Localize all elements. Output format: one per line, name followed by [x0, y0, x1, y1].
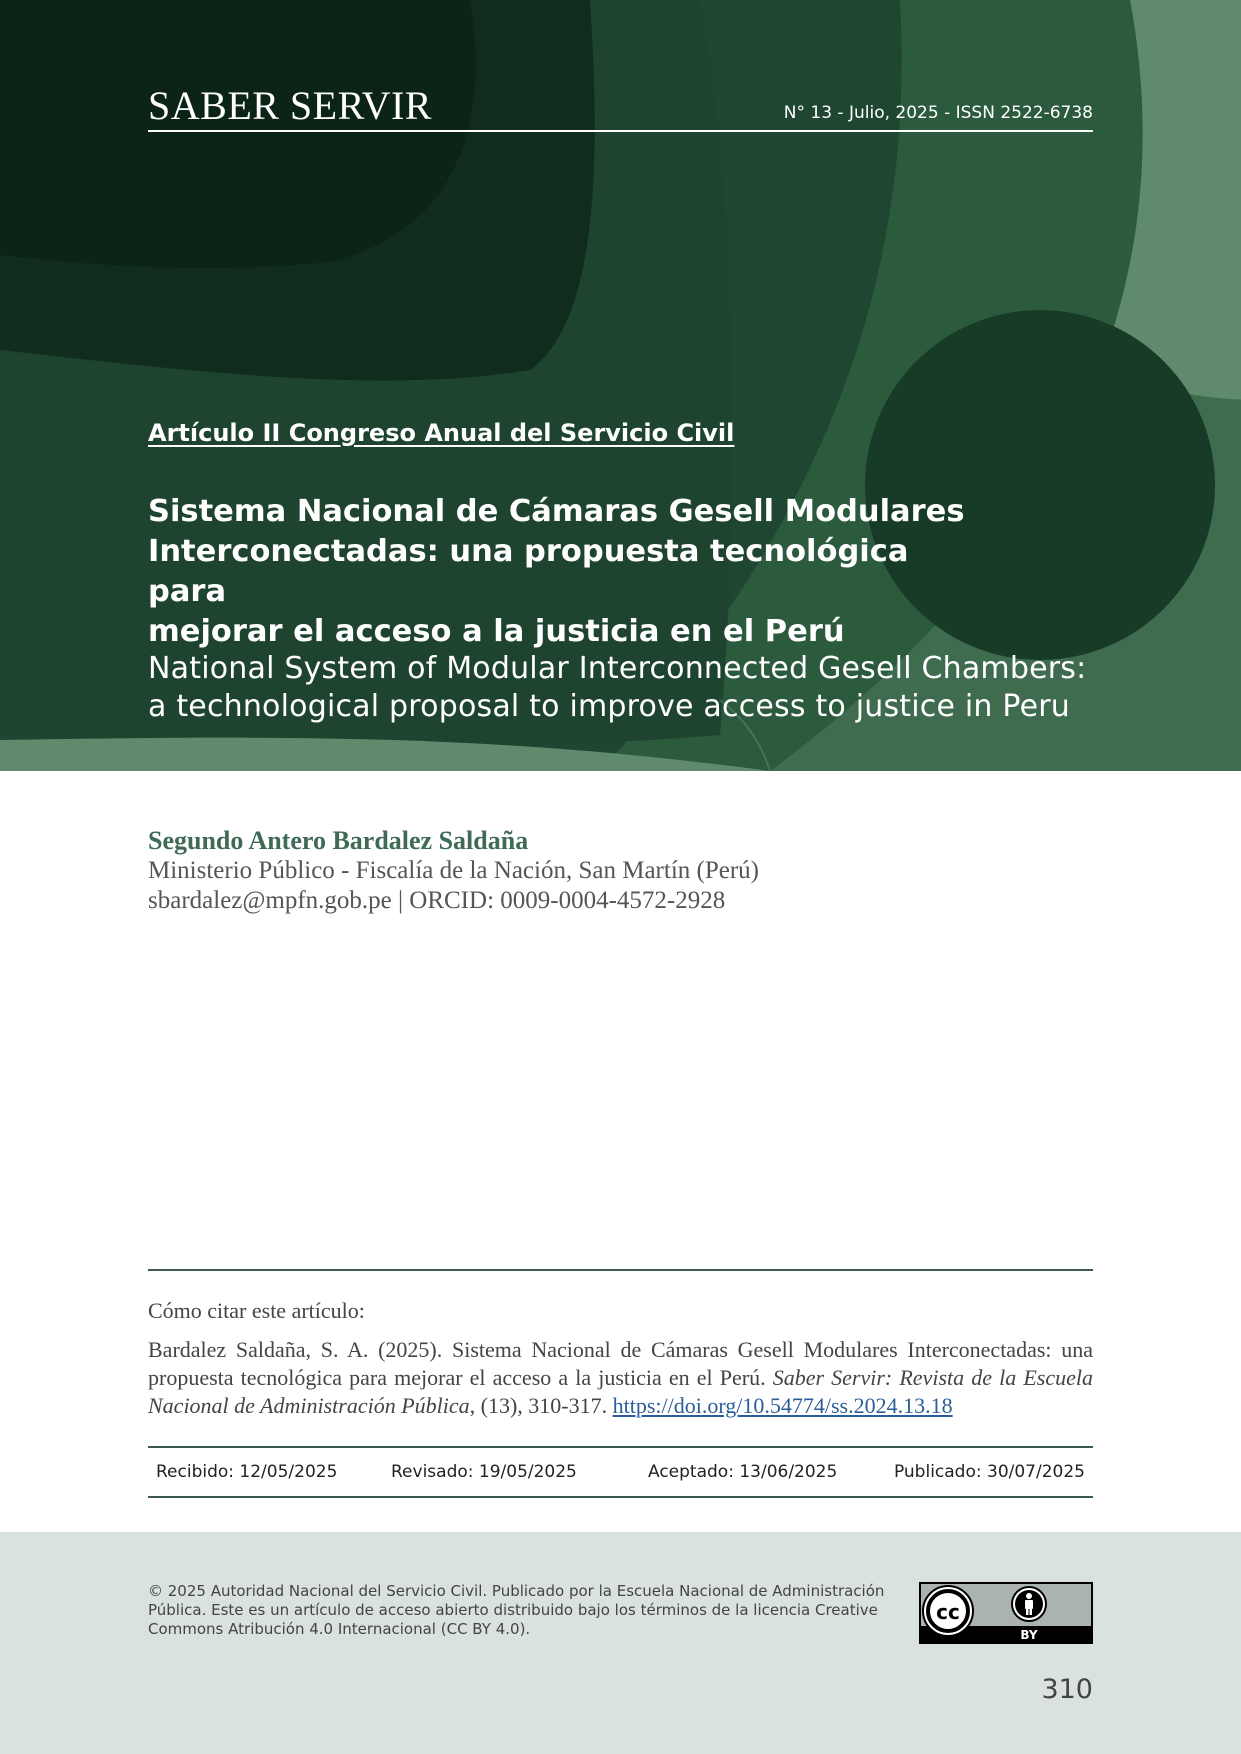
section-label[interactable]: Artículo II Congreso Anual del Servicio Civil: [148, 419, 735, 447]
citation-issue-pages: , (13), 310-317.: [469, 1393, 613, 1418]
divider: [148, 1269, 1093, 1271]
author-block: [148, 826, 759, 916]
date-revised: Revisado: 19/05/2025: [391, 1462, 577, 1482]
footer: [0, 1532, 1241, 1754]
title-es-line: Interconectadas: una propuesta tecnológica para: [148, 534, 909, 609]
date-accepted: Aceptado: 13/06/2025: [648, 1462, 838, 1482]
doi-link[interactable]: https://doi.org/10.54774/ss.2024.13.18: [612, 1393, 953, 1418]
cover-header: [0, 0, 1241, 771]
citation-text: [148, 1336, 1093, 1420]
title-en-line: National System of Modular Interconnected Gesell Chambers:: [148, 651, 1087, 686]
issue-info: N° 13 - Julio, 2025 - ISSN 2522-6738: [783, 103, 1093, 123]
title-es-line: mejorar el acceso a la justicia en el Perú: [148, 614, 845, 649]
date-received: Recibido: 12/05/2025: [156, 1462, 338, 1482]
article-title-es: [148, 492, 978, 652]
title-en-line: a technological proposal to improve access to justice in Peru: [148, 689, 1070, 724]
person-icon: [1012, 1587, 1046, 1621]
date-published: Publicado: 30/07/2025: [893, 1462, 1085, 1482]
license-text: © 2025 Autoridad Nacional del Servicio Civil. Publicado por la Escuela Nacional de Administración Pública. Este es un artículo de acceso abierto distribuido bajo los términos de la licencia Creative Commons Atribución 4.0 Internacional (CC BY 4.0).: [148, 1582, 885, 1638]
svg-text:cc: cc: [936, 1600, 960, 1624]
cc-icon: [923, 1586, 973, 1636]
citation-journal: Saber Servir: Revista de la Escuela Nacional de Administración Pública: [148, 1365, 1093, 1418]
citation-label: Cómo citar este artículo:: [148, 1298, 365, 1323]
title-es-line: Sistema Nacional de Cámaras Gesell Modulares: [148, 494, 965, 529]
badge-label: BY: [1020, 1628, 1038, 1642]
author-affiliation: Ministerio Público - Fiscalía de la Nación, San Martín (Perú): [148, 857, 759, 884]
page-number: 310: [1041, 1674, 1093, 1705]
publication-dates: [148, 1446, 1093, 1498]
author-name: Segundo Antero Bardalez Saldaña: [148, 826, 529, 855]
cc-badge-graphic: [921, 1584, 1091, 1642]
article-title-en: [148, 650, 1108, 726]
citation-body: Bardalez Saldaña, S. A. (2025). Sistema Nacional de Cámaras Gesell Modulares Interconectadas: una propuesta tecnológica para mejorar el acceso a la justicia en el Perú.: [148, 1337, 1093, 1390]
masthead: [148, 83, 1093, 132]
author-contact: sbardalez@mpfn.gob.pe | ORCID: 0009-0004-4572-2928: [148, 887, 726, 914]
cc-by-badge[interactable]: [919, 1582, 1093, 1644]
journal-name: SABER SERVIR: [148, 83, 432, 128]
